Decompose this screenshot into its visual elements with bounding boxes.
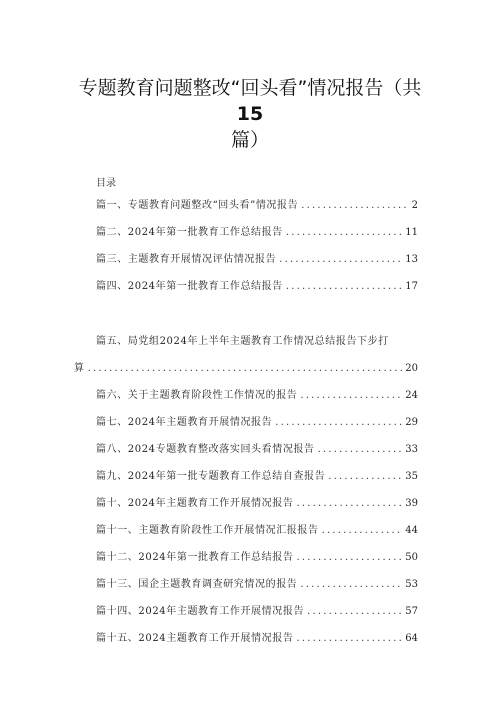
- toc-entry-page: 57: [405, 606, 418, 617]
- toc-entry-label: 篇七、2024年主题教育开展情况报告: [96, 417, 273, 428]
- toc-entry[interactable]: [96, 470, 418, 484]
- toc-entry-label: 篇三、主题教育开展情况评估情况报告: [96, 254, 277, 265]
- toc-entry-page: 29: [405, 417, 418, 428]
- toc-entry[interactable]: [96, 389, 418, 403]
- toc-heading: 目录: [96, 178, 116, 189]
- toc-entry-page: 44: [405, 525, 418, 536]
- toc-entry-label: 篇十四、2024年主题教育工作开展情况报告: [96, 606, 305, 617]
- toc-entry[interactable]: [96, 551, 418, 565]
- document-title-line-3: 篇）: [230, 129, 269, 151]
- toc-entry-label-line-1[interactable]: 篇五、局党组2024年上半年主题教育工作情况总结报告下步打: [96, 336, 389, 347]
- toc-entry-label: 篇十二、2024年第一批教育工作总结报告: [96, 552, 294, 563]
- toc-leader-dots: [296, 551, 402, 565]
- toc-entry[interactable]: [96, 578, 418, 592]
- toc-leader-dots: [307, 605, 402, 619]
- toc-entry-page: 53: [405, 579, 418, 590]
- toc-leader-dots: [300, 578, 402, 592]
- toc-leader-dots: [296, 632, 402, 646]
- toc-entry-label: 篇十、2024年主题教育工作开展情况报告: [96, 498, 294, 509]
- toc-entry-page: 35: [405, 471, 418, 482]
- toc-entry-label: 篇九、2024年第一批专题教育工作总结自查报告: [96, 471, 326, 482]
- toc-leader-dots: [279, 253, 402, 267]
- toc-entry-page: 24: [405, 390, 418, 401]
- toc-entry[interactable]: [96, 199, 418, 213]
- toc-entry-page: 11: [405, 227, 418, 238]
- toc-entry-label: 篇六、关于主题教育阶段性工作情况的报告: [96, 390, 298, 401]
- toc-entry-label: 算: [74, 363, 85, 374]
- toc-leader-dots: [88, 362, 403, 376]
- toc-entry-label: 篇十三、国企主题教育调查研究情况的报告: [96, 579, 298, 590]
- toc-entry-label: 篇十五、2024主题教育工作开展情况报告: [96, 633, 294, 644]
- toc-entry-page: 39: [405, 498, 418, 509]
- toc-entry[interactable]: [96, 632, 418, 646]
- toc-entry-page: 50: [405, 552, 418, 563]
- toc-leader-dots: [322, 524, 403, 538]
- toc-leader-dots: [318, 443, 403, 457]
- toc-entry-label: 篇二、2024年第一批教育工作总结报告: [96, 227, 283, 238]
- toc-leader-dots: [275, 416, 402, 430]
- toc-entry[interactable]: [96, 280, 418, 294]
- toc-entry[interactable]: [96, 497, 418, 511]
- toc-leader-dots: [296, 497, 402, 511]
- document-title-line-2: 15: [236, 103, 264, 125]
- toc-entry[interactable]: [74, 362, 418, 376]
- toc-leader-dots: [286, 280, 402, 294]
- toc-entry[interactable]: [96, 443, 418, 457]
- toc-leader-dots: [301, 199, 408, 213]
- toc-entry-label: 篇十一、主题教育阶段性工作开展情况汇报报告: [96, 525, 319, 536]
- toc-leader-dots: [286, 226, 402, 240]
- toc-entry-page: 33: [405, 444, 418, 455]
- toc-entry-page: 2: [411, 200, 418, 211]
- toc-entry-page: 64: [405, 633, 418, 644]
- toc-entry[interactable]: [96, 605, 418, 619]
- toc-entry-label: 篇八、2024专题教育整改落实回头看情况报告: [96, 444, 315, 455]
- toc-entry[interactable]: [96, 524, 418, 538]
- toc-entry[interactable]: [96, 226, 418, 240]
- toc-entry-page: 13: [405, 254, 418, 265]
- toc-entry-page: 20: [405, 363, 418, 374]
- toc-leader-dots: [328, 470, 402, 484]
- toc-entry-label: 篇四、2024年第一批教育工作总结报告: [96, 281, 283, 292]
- toc-entry[interactable]: [96, 416, 418, 430]
- toc-leader-dots: [300, 389, 402, 403]
- toc-entry-label: 篇一、专题教育问题整改“回头看”情况报告: [96, 200, 299, 211]
- document-title-line-1: 专题教育问题整改“回头看”情况报告（共: [78, 77, 422, 99]
- toc-entry-page: 17: [405, 281, 418, 292]
- toc-entry[interactable]: [96, 253, 418, 267]
